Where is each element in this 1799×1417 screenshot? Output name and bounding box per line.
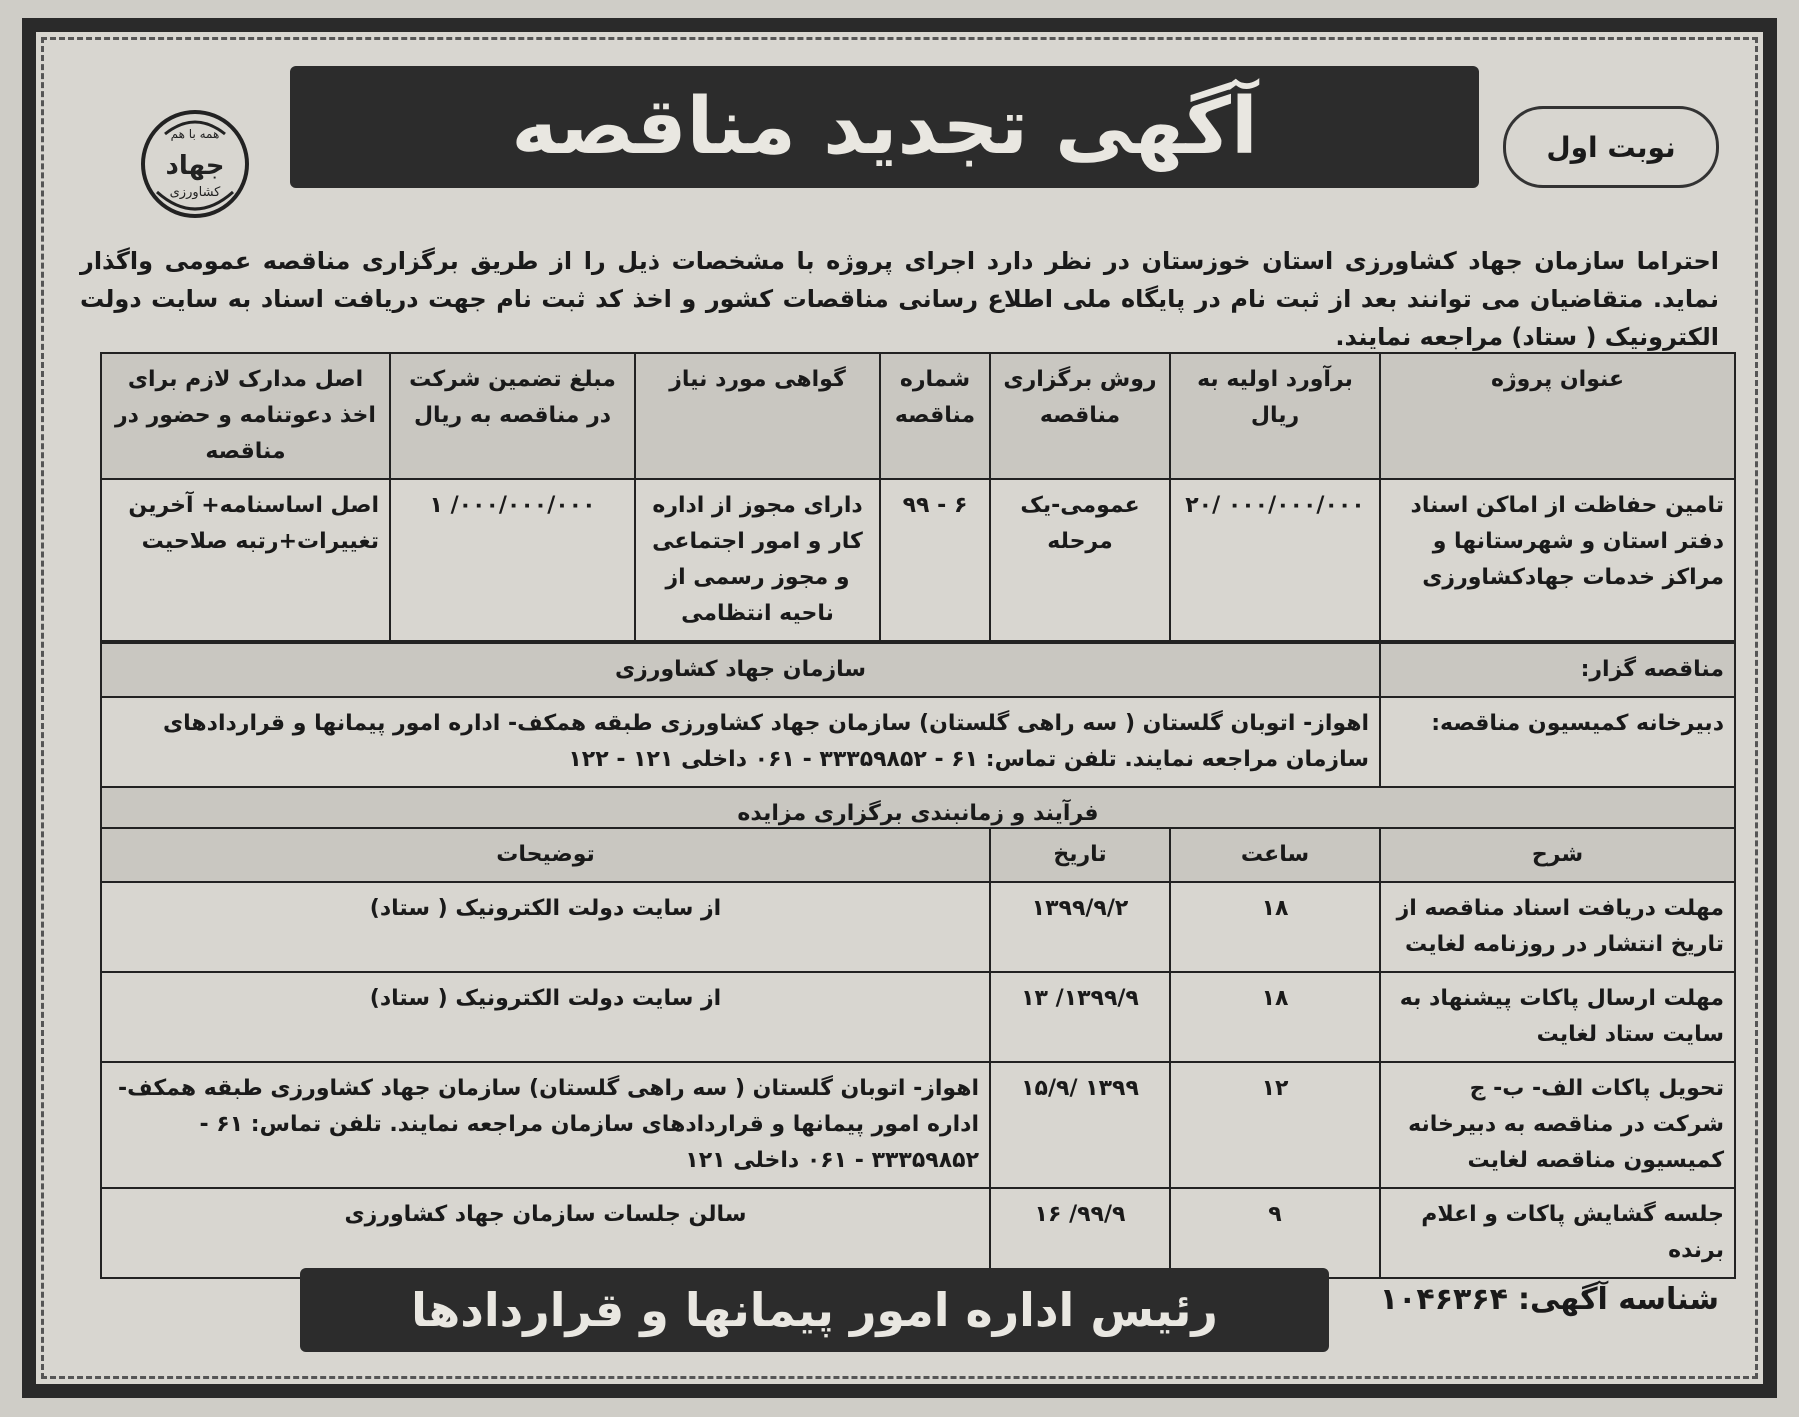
cell-method: عمومی-یک مرحله — [990, 479, 1170, 641]
schedule-row-hour: ۱۸ — [1170, 882, 1380, 972]
schedule-row-date: ۱۳۹۹ /۱۵/۹ — [990, 1062, 1170, 1188]
svg-text:جهاد: جهاد — [165, 151, 225, 181]
signature-banner — [300, 1268, 1329, 1352]
schedule-row-date: ۱۳۹۹/۹/ ۱۳ — [990, 972, 1170, 1062]
schedule-row — [101, 882, 1735, 972]
jahad-logo — [120, 104, 270, 249]
schedule-row-notes: سالن جلسات سازمان جهاد کشاورزی — [101, 1188, 990, 1278]
organizer-table — [100, 642, 1736, 842]
col-guarantee: مبلغ تضمین شرکت در مناقصه به ریال — [390, 353, 635, 479]
schedule-row-desc: مهلت دریافت اسناد مناقصه از تاریخ انتشار در روزنامه لغایت — [1380, 882, 1735, 972]
project-row — [101, 479, 1735, 641]
ad-title: آگهی تجدید مناقصه — [511, 82, 1258, 172]
col-certificate: گواهی مورد نیاز — [635, 353, 880, 479]
project-table-header — [101, 353, 1735, 479]
schedule-row-desc: تحویل پاکات الف- ب- ج شرکت در مناقصه به دبیرخانه کمیسیون مناقصه لغایت — [1380, 1062, 1735, 1188]
cell-documents: اصل اساسنامه+ آخرین تغییرات+رتبه صلاحیت — [101, 479, 390, 641]
organizer-label: مناقصه گزار: — [1380, 643, 1735, 697]
schedule-row — [101, 972, 1735, 1062]
col-estimate: برآورد اولیه به ریال — [1170, 353, 1380, 479]
schedule-row-notes: از سایت دولت الکترونیک ( ستاد) — [101, 882, 990, 972]
schedule-row-hour: ۱۸ — [1170, 972, 1380, 1062]
schedule-row-hour: ۱۲ — [1170, 1062, 1380, 1188]
logo-emblem-icon — [135, 104, 255, 224]
svg-text:کشاورزی: کشاورزی — [169, 185, 221, 200]
schedule-row-notes: اهواز- اتوبان گلستان ( سه راهی گلستان) سازمان جهاد کشاورزی طبقه همکف- اداره امور پیمانها و قراردادهای سازمان مراجعه نمایند. تلفن تماس: ۶۱ - ۳۳۳۵۹۸۵۲ - ۰۶۱ داخلی ۱۲۱ — [101, 1062, 990, 1188]
col-method: روش برگزاری مناقصه — [990, 353, 1170, 479]
title-banner — [290, 66, 1479, 188]
col-tender-number: شماره مناقصه — [880, 353, 990, 479]
schedule-row-date: ۹۹/۹/ ۱۶ — [990, 1188, 1170, 1278]
schedule-title: فرآیند و زمانبندی برگزاری مزایده — [101, 787, 1735, 841]
schedule-row — [101, 1062, 1735, 1188]
cell-tender-number: ۶ - ۹۹ — [880, 479, 990, 641]
signature-text: رئیس اداره امور پیمانها و قراردادها — [411, 1283, 1218, 1337]
schedule-row-notes: از سایت دولت الکترونیک ( ستاد) — [101, 972, 990, 1062]
footer — [50, 1260, 1749, 1370]
ad-id-label: شناسه آگهی: — [1517, 1282, 1719, 1317]
col-documents: اصل مدارک لازم برای اخذ دعوتنامه و حضور در مناقصه — [101, 353, 390, 479]
secretariat-value: اهواز- اتوبان گلستان ( سه راهی گلستان) سازمان جهاد کشاورزی طبقه همکف- اداره امور پیمانها و قراردادهای سازمان مراجعه نمایند. تلفن تماس: ۶۱ - ۳۳۳۵۹۸۵۲ - ۰۶۱ داخلی ۱۲۱ - ۱۲۲ — [101, 697, 1380, 787]
ad-id-value: ۱۰۴۶۳۶۴ — [1379, 1282, 1508, 1317]
schedule-row-desc: مهلت ارسال پاکات پیشنهاد به سایت ستاد لغایت — [1380, 972, 1735, 1062]
cell-guarantee: ۰۰۰/۰۰۰/۰۰۰/ ۱ — [390, 479, 635, 641]
col-project-title: عنوان پروژه — [1380, 353, 1735, 479]
col-notes: توضیحات — [101, 828, 990, 882]
organizer-value: سازمان جهاد کشاورزی — [101, 643, 1380, 697]
schedule-table — [100, 827, 1736, 1279]
col-description: شرح — [1380, 828, 1735, 882]
cell-project-title: تامین حفاظت از اماکن اسناد دفتر استان و شهرستانها و مراکز خدمات جهادکشاورزی — [1380, 479, 1735, 641]
ad-page — [22, 18, 1777, 1398]
secretariat-row — [101, 697, 1735, 787]
ad-id — [1380, 1282, 1719, 1317]
issue-badge: نوبت اول — [1503, 106, 1719, 188]
header — [50, 46, 1749, 200]
schedule-row-date: ۱۳۹۹/۹/۲ — [990, 882, 1170, 972]
organizer-row — [101, 643, 1735, 697]
schedule-row-desc: جلسه گشایش پاکات و اعلام برنده — [1380, 1188, 1735, 1278]
schedule-row-hour: ۹ — [1170, 1188, 1380, 1278]
col-hour: ساعت — [1170, 828, 1380, 882]
intro-text: احتراما سازمان جهاد کشاورزی استان خوزستان در نظر دارد اجرای پروژه با مشخصات ذیل را از طریق برگزاری مناقصه عمومی واگذار نماید. متقاضیان می توانند بعد از ثبت نام در پایگاه ملی اطلاع رسانی مناقصات کشور و اخذ کد ثبت نام جهت دریافت اسناد به سایت دولت الکترونیک ( ستاد) مراجعه نمایند. — [80, 247, 1719, 351]
cell-estimate: ۰۰۰/۰۰۰/۰۰۰ /۲۰ — [1170, 479, 1380, 641]
schedule-header — [101, 828, 1735, 882]
cell-certificate: دارای مجوز از اداره کار و امور اجتماعی و مجوز رسمی از ناحیه انتظامی — [635, 479, 880, 641]
secretariat-label: دبیرخانه کمیسیون مناقصه: — [1380, 697, 1735, 787]
project-table — [100, 352, 1736, 642]
col-date: تاریخ — [990, 828, 1170, 882]
svg-text:همه با هم: همه با هم — [170, 127, 220, 141]
